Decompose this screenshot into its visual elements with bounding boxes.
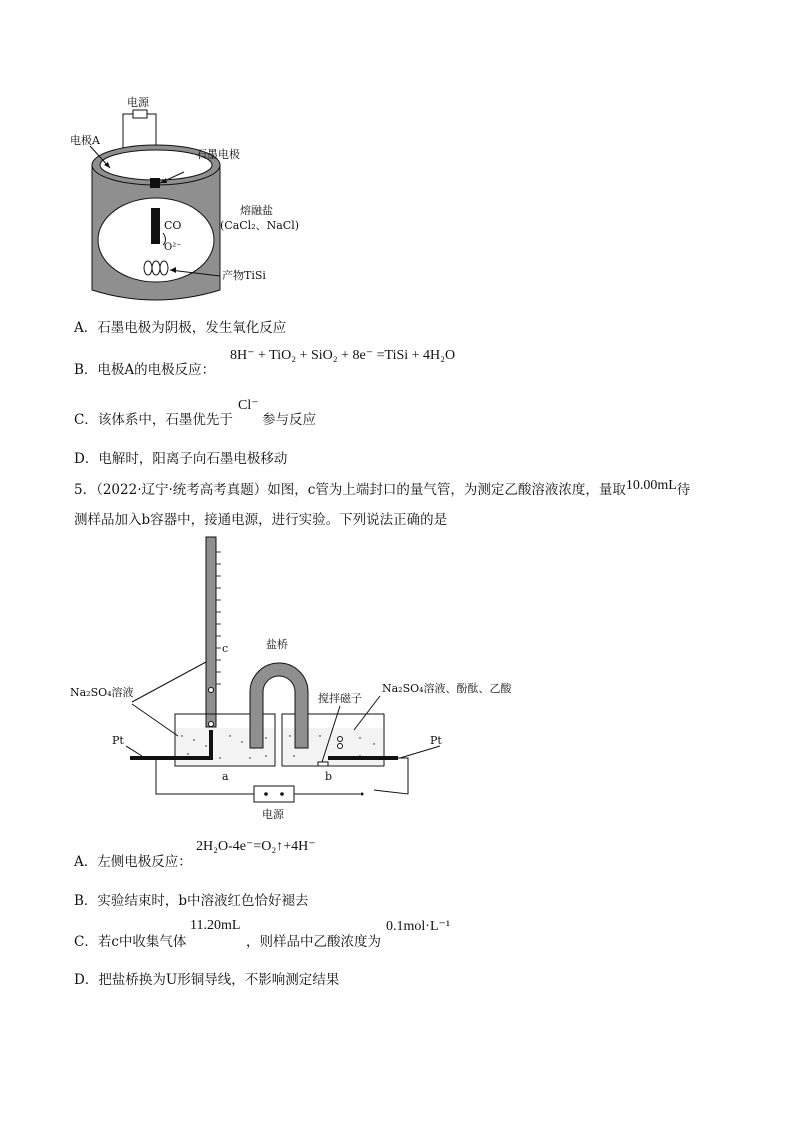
- power-label: 电源: [127, 96, 149, 109]
- q4-option-c-ion: Cl⁻: [238, 398, 259, 413]
- graphite-label: 石墨电极: [196, 148, 240, 161]
- q5-option-d: D．把盐桥换为U形铜导线，不影响测定结果: [74, 972, 340, 988]
- left-solution-label: Na₂SO₄溶液: [70, 686, 134, 699]
- q5-stem-line1: [74, 480, 690, 501]
- molten-salt-label: 熔融盐: [240, 204, 273, 217]
- q5-volume: 10.00mL: [625, 478, 677, 493]
- q5-option-c-middle: ，则样品中乙酸浓度为: [246, 934, 381, 950]
- product-label: 产物TiSi: [222, 269, 266, 282]
- beaker-b-label: b: [325, 770, 333, 783]
- q4-option-b-label: B．电极A的电极反应：: [74, 362, 216, 378]
- right-solution-label: Na₂SO₄溶液、酚酞、乙酸: [382, 682, 512, 695]
- q5-option-a-formula: 2H₂O-4e⁻=O₂↑+4H⁻: [196, 839, 316, 854]
- q5-stem-line2: 测样品加入b容器中，接通电源，进行实验。下列说法正确的是: [74, 512, 448, 528]
- pt-right-label: Pt: [430, 734, 442, 747]
- q4-option-c-label: C．该体系中，石墨优先于: [74, 412, 233, 428]
- q4-option-b-formula: 8H⁻ + TiO₂ + SiO₂ + 8e⁻ =TiSi + 4H₂O: [230, 348, 456, 363]
- salt-bridge-label: 盐桥: [266, 638, 288, 651]
- q5-option-b: B．实验结束时，b中溶液红色恰好褪去: [74, 893, 309, 909]
- co-label: CO: [164, 219, 182, 232]
- q5-option-c-label: C．若c中收集气体: [74, 934, 187, 950]
- burette-c-label: c: [222, 642, 229, 655]
- electrode-a-label: 电极A: [70, 134, 100, 147]
- salts-label: (CaCl₂、NaCl): [220, 219, 300, 232]
- q4-option-d: D．电解时，阳离子向石墨电极移动: [74, 451, 288, 467]
- q4-option-c-suffix: 参与反应: [262, 412, 316, 428]
- electrolysis-figure-2: [70, 532, 550, 824]
- q5-option-c-concentration: 0.1mol·L⁻¹: [386, 919, 451, 934]
- power-supply-label: 电源: [262, 808, 284, 821]
- q5-option-a-label: A．左侧电极反应：: [74, 854, 192, 870]
- q5-stem-suffix: 待: [676, 482, 691, 498]
- pt-left-label: Pt: [112, 734, 124, 747]
- q4-option-a: A．石墨电极为阴极，发生氧化反应: [74, 320, 287, 336]
- q5-option-c-volume: 11.20mL: [190, 918, 241, 933]
- q5-stem-text: 5．（2022·辽宁·统考高考真题）如图，c管为上端封口的量气管，为测定乙酸溶液浓度，量取: [74, 482, 626, 498]
- o2-label: O²⁻: [164, 242, 182, 253]
- electrolysis-figure-1: [60, 90, 360, 310]
- beaker-a-label: a: [222, 770, 229, 783]
- stirrer-label: 搅拌磁子: [318, 692, 362, 705]
